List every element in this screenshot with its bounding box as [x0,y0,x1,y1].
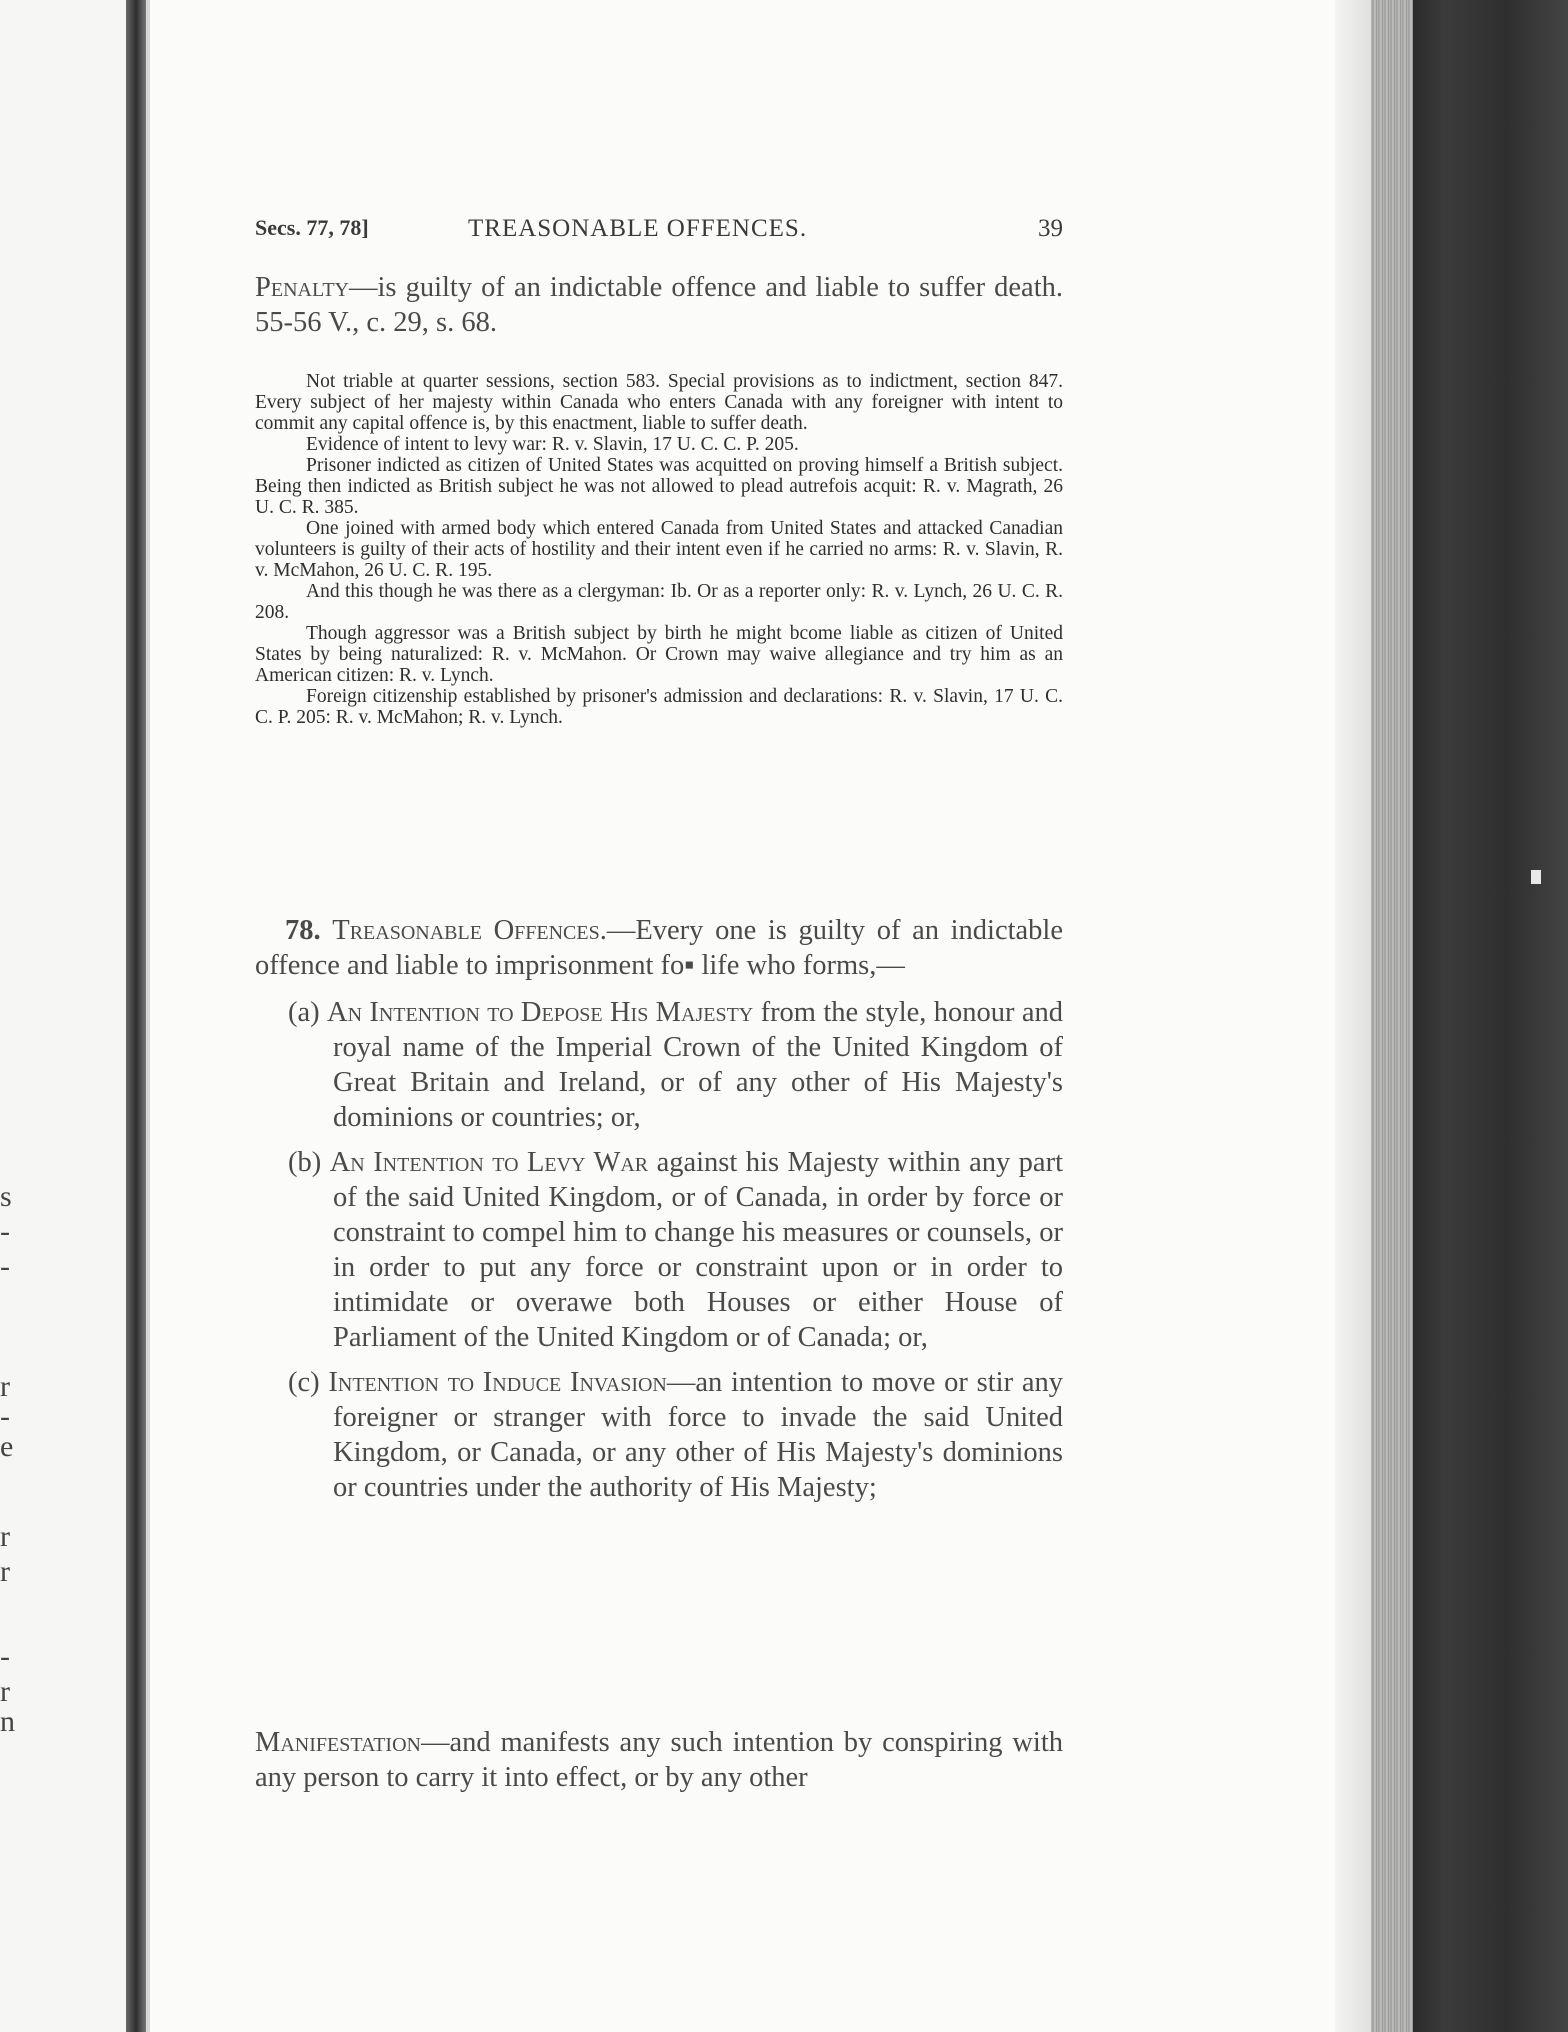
section-number: 78. [285,915,321,946]
running-header [255,215,1063,255]
manifestation-text: —and manifests any such intention by conspiring with any person to carry it into effect, or by any other [255,1727,1063,1793]
clause-heading: An Intention to Levy War [329,1147,649,1178]
fragment: r [0,1675,10,1708]
note: One joined with armed body which entered Canada from United States and attacked Canadian volunteers is guilty of their acts of hostility and their intent even if he carried no arms: R. v. Slavin, R. v. McMahon, 26 U. C. R. 195. [255,518,1063,581]
page-number: 39 [1038,215,1063,242]
note: Evidence of intent to levy war: R. v. Slavin, 17 U. C. C. P. 205. [306,434,799,455]
fragment: r [0,1370,10,1403]
clause-letter: (c) [288,1367,320,1398]
manifestation [255,1725,1063,1795]
section-78-intro [255,913,1063,983]
cover-speck [1531,870,1541,884]
clause-text: from the style, honour and royal name of the Imperial Crown of the United Kingdom of Great Britain and Ireland, or of any other of His Majesty's dominions or countries; or, [333,997,1063,1133]
fragment: - [0,1640,10,1673]
note: Though aggressor was a British subject by birth he might bcome liable as citizen of United States by being naturalized: R. v. McMahon. Or Crown may waive allegiance and try him as an American citizen: R. v. Lynch. [255,623,1063,686]
clause-b [255,1145,1063,1355]
header-title: TREASONABLE OFFENCES. [468,215,808,242]
clause-letter: (a) [288,997,320,1028]
clause-heading: Intention to Induce Invasion [328,1367,667,1398]
fragment: n [0,1705,15,1738]
penalty-label: Penalty [255,272,349,303]
fragment: r [0,1520,10,1553]
clause-text: —an intention to move or stir any foreigner or stranger with force to invade the said United Kingdom, or Canada, or any other of His Majesty's dominions or countries under the authority of His Majesty; [333,1367,1063,1503]
clause-heading: An Intention to Depose His Majesty [326,997,754,1028]
annotations [255,371,1063,728]
fragment: - [0,1250,10,1283]
book-gutter [126,0,146,2032]
note: And this though he was there as a clergyman: Ib. Or as a reporter only: R. v. Lynch, 26 U. C. R. 208. [255,581,1063,623]
clause-a [255,995,1063,1135]
penalty-paragraph [255,270,1063,340]
page-edge [1335,0,1371,2032]
page-stack [1371,0,1413,2032]
clause-c [255,1365,1063,1505]
fragment: - [0,1400,10,1433]
section-heading: Treasonable Offences. [332,915,607,946]
fragment: e [0,1430,14,1463]
fragment: s [0,1180,12,1213]
facing-page-text-fragments [0,0,20,2032]
note: Foreign citizenship established by prisoner's admission and declarations: R. v. Slavin, 17 U. C. C. P. 205: R. v. McMahon; R. v. Lynch. [255,686,1063,728]
manifestation-paragraph [255,1725,1063,1795]
facing-page-edge [0,0,140,2032]
book-cover [1413,0,1568,2032]
section-intro-text: —Every one is guilty of an indictable offence and liable to imprisonment fo▪ life who forms,— [255,915,1064,981]
clause-text: against his Majesty within any part of the said United Kingdom, or of Canada, in order by force or constraint to compel him to change his measures or counsels, or in order to put any force or constraint upon or in order to intimidate or overawe both Houses or either House of Parliament of the United Kingdom or of Canada; or, [333,1147,1063,1353]
fragment: - [0,1215,10,1248]
section-78 [255,913,1063,1505]
clause-letter: (b) [288,1147,322,1178]
header-sections: Secs. 77, 78] [255,215,369,240]
manifestation-label: Manifestation [255,1727,421,1758]
penalty-text: —is guilty of an indictable offence and liable to suffer death. 55-56 V., c. 29, s. 68. [255,272,1063,338]
note: Prisoner indicted as citizen of United States was acquitted on proving himself a British subject. Being then indicted as British subject he was not allowed to plead autrefois acquit: R. v. Magrath, 26 U. C. R. 385. [255,455,1063,518]
fragment: r [0,1555,10,1588]
note: Not triable at quarter sessions, section 583. Special provisions as to indictment, section 847. Every subject of her majesty within Canada who enters Canada with any foreigner with intent to commit any capital offence is, by this enactment, liable to suffer death. [255,371,1063,434]
